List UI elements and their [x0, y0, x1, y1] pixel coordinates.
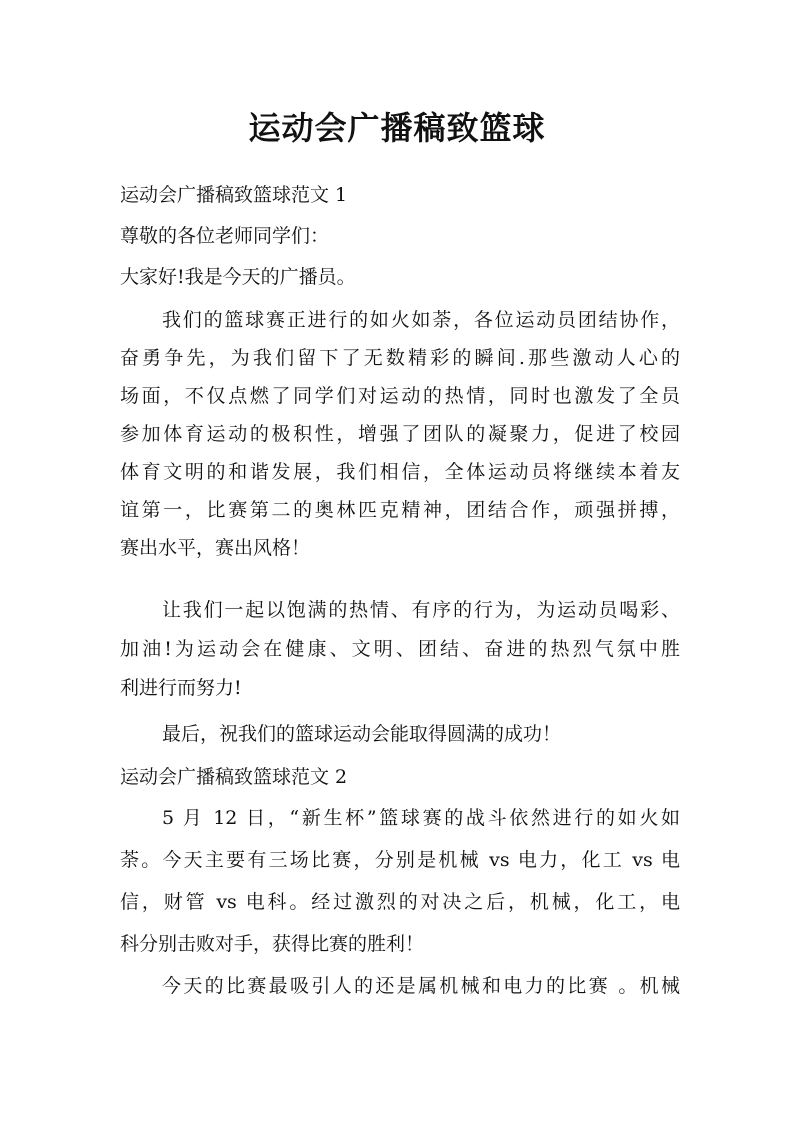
section1-heading: 运动会广播稿致篮球范文 1 — [120, 184, 348, 206]
greeting: 尊敬的各位老师同学们： — [120, 225, 330, 247]
section2-heading: 运动会广播稿致篮球范文 2 — [120, 766, 348, 788]
s1-p1-line-5: 体育文明的和谐发展，我们相信，全体运动员将继续本着友 — [120, 461, 680, 483]
s2-p1-line-1: 5 月 12 日，“新生杯”篮球赛的战斗依然进行的如火如 — [162, 807, 680, 829]
s1-p1-line-3: 场面，不仅点燃了同学们对运动的热情，同时也激发了全员 — [120, 385, 680, 407]
s1-p1-line-7: 赛出水平，赛出风格！ — [120, 537, 311, 559]
s2-p1-line-2: 荼。今天主要有三场比赛，分别是机械 vs 电力，化工 vs 电 — [120, 849, 680, 871]
s1-p2-line-1: 让我们一起以饱满的热情、有序的行为，为运动员喝彩、 — [162, 599, 680, 621]
s1-p1-line-6: 谊第一，比赛第二的奥林匹克精神，团结合作，顽强拼搏， — [120, 499, 680, 521]
s1-p2-line-3: 利进行而努力! — [120, 677, 242, 699]
s2-p2-line-1: 今天的比赛最吸引人的还是属机械和电力的比赛 。机械 — [162, 975, 680, 997]
s1-p1-line-1: 我们的篮球赛正进行的如火如荼，各位运动员团结协作， — [162, 309, 680, 331]
s1-p2-line-2: 加油!为运动会在健康、文明、团结、奋进的热烈气氛中胜 — [120, 638, 680, 660]
s1-p1-line-2: 奋勇争先，为我们留下了无数精彩的瞬间.那些激动人心的 — [120, 347, 680, 369]
s2-p1-line-4: 科分别击败对手，获得比赛的胜利！ — [120, 933, 425, 955]
s1-p3-line-1: 最后，祝我们的篮球运动会能取得圆满的成功！ — [162, 723, 562, 745]
s2-p1-line-3: 信，财管 vs 电科。经过激烈的对决之后，机械，化工，电 — [120, 891, 680, 913]
document-title: 运动会广播稿致篮球 — [248, 109, 546, 147]
s1-p1-line-4: 参加体育运动的极积性，增强了团队的凝聚力，促进了校园 — [120, 423, 680, 445]
intro: 大家好!我是今天的广播员。 — [120, 266, 356, 288]
